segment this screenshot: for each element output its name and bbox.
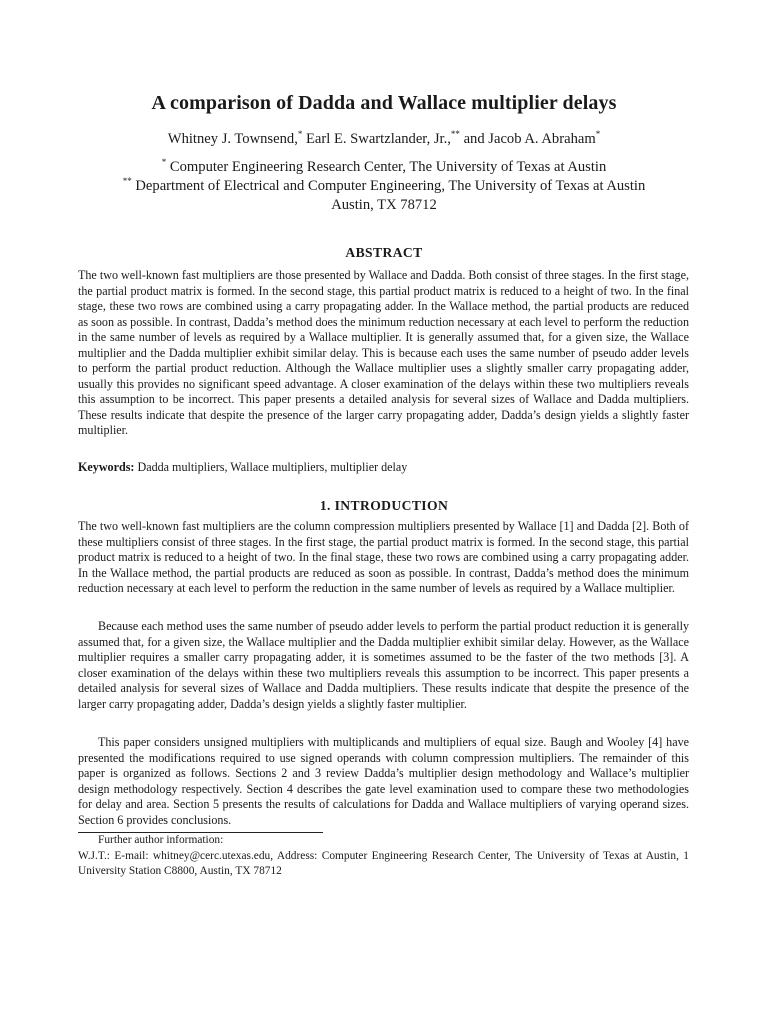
author-mark: * <box>595 129 601 139</box>
footnote-rule <box>78 832 323 833</box>
abstract-heading: ABSTRACT <box>345 245 423 260</box>
intro-paragraph-2: Because each method uses the same number of pseudo adder levels to perform the partial product reduction it is generally assumed that, for a given size, the Wallace multiplier and the Dadda multiplier exhibit similar delay. However, as the Wallace multiplier requires a smaller carry propagating adder, it is sometimes assumed to be the faster of the two methods [3]. A closer examination of the delays within these two multipliers reveals this assumption to be incorrect. This paper presents a detailed analysis for several sizes of Wallace and Dadda multipliers. These results indicate that despite the presence of the larger carry propagating adder, Dadda’s design yields a slightly faster multiplier. <box>78 619 689 711</box>
footnote-text: W.J.T.: E-mail: whitney@cerc.utexas.edu, Address: Computer Engineering Research Center, The University of Texas at Austin, 1 University Station C8800, Austin, TX 78712 <box>78 850 689 877</box>
intro-paragraph-3: This paper considers unsigned multipliers with multiplicands and multipliers of equal size. Baugh and Wooley [4] have presented the modifications required to use signed operands with column compression multipliers. The remainder of this paper is organized as follows. Sections 2 and 3 review Dadda’s multiplier design methodology and Wallace’s multiplier design methodology respectively. Section 4 describes the gate level examination used to compare these two methodologies for delay and area. Section 5 presents the results of calculations for Dadda and Wallace multipliers of varying operand sizes. Section 6 provides conclusions. <box>78 735 689 827</box>
author-abraham: Jacob A. Abraham <box>488 131 596 147</box>
keywords-label: Keywords: <box>78 460 135 474</box>
author-separator: and <box>463 131 485 147</box>
author-swartzlander: Earl E. Swartzlander, Jr., <box>306 131 451 147</box>
affiliation-mark: ** <box>122 176 132 186</box>
footnote-heading: Further author information: <box>98 834 224 846</box>
paper-title: A comparison of Dadda and Wallace multiplier delays <box>151 92 617 114</box>
affiliation-city: Austin, TX 78712 <box>331 197 437 213</box>
author-mark: * <box>297 129 303 139</box>
affiliation-mark: * <box>161 157 167 167</box>
author-mark: ** <box>450 129 460 139</box>
intro-paragraph-1: The two well-known fast multipliers are the column compression multipliers presented by Wallace [1] and Dadda [2]. Both of these multipliers consist of three stages. In the first stage, the partial product matrix is formed. In the second stage, this partial product matrix is reduced to a height of two. In the final stage, these two rows are combined using a carry propagating adder. In the Wallace method, the partial products are reduced as soon as possible. In contrast, Dadda’s method does the minimum reduction necessary at each level to perform the reduction in the same number of levels as required by a Wallace multiplier. <box>78 519 689 595</box>
author-townsend: Whitney J. Townsend, <box>167 131 298 147</box>
author-line <box>0 131 768 148</box>
affiliation-2-text: Department of Electrical and Computer Engineering, The University of Texas at Austin <box>135 178 646 194</box>
keywords <box>78 460 689 476</box>
keywords-text: Dadda multipliers, Wallace multipliers, multiplier delay <box>137 460 408 474</box>
affiliation-2 <box>0 178 768 195</box>
abstract-text: The two well-known fast multipliers are those presented by Wallace and Dadda. Both consist of three stages. In the first stage, the partial product matrix is formed. In the second stage, this partial product matrix is reduced to a height of two. In the final stage, these two rows are combined using a carry propagating adder. In the Wallace method, the partial products are reduced as soon as possible. In contrast, Dadda’s method does the minimum reduction necessary at each level to perform the reduction in the same number of levels as required by a Wallace multiplier. It is generally assumed that, for a given size, the Wallace multiplier and the Dadda multiplier exhibit similar delay. This is because each uses the same number of pseudo adder levels to perform the partial product reduction. Although the Wallace multiplier uses a slightly smaller carry propagating adder, usually this provides no significant speed advantage. A closer examination of the delays within these two multipliers reveals this assumption to be incorrect. This paper presents a detailed analysis for several sizes of Wallace and Dadda multipliers. These results indicate that despite the presence of the larger carry propagating adder, Dadda’s design yields a slightly faster multiplier. <box>78 268 689 437</box>
affiliation-1-text: Computer Engineering Research Center, The University of Texas at Austin <box>169 159 607 175</box>
affiliation-1 <box>0 159 768 176</box>
introduction-heading: 1. INTRODUCTION <box>319 498 449 513</box>
